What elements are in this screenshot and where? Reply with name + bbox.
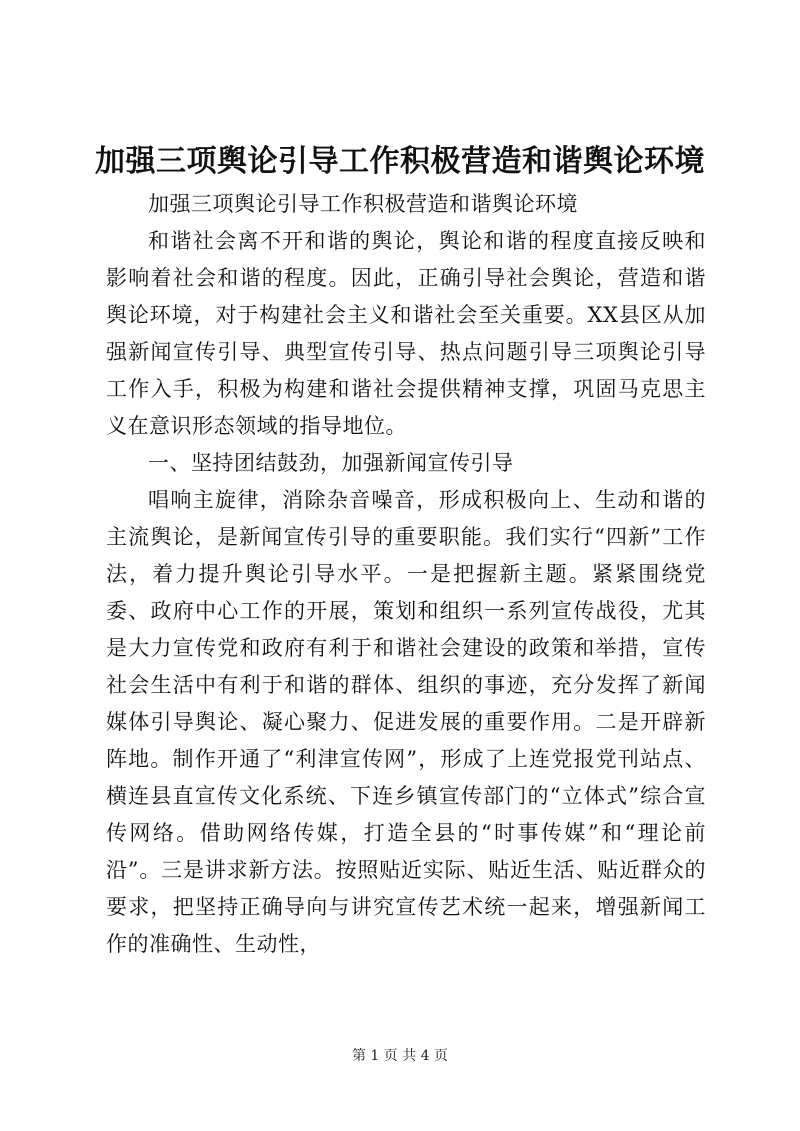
paragraph-section-1: 唱响主旋律，消除杂音噪音，形成积极向上、生动和谐的主流舆论，是新闻宣传引导的重要职能。我们实行“四新”工作法，着力提升舆论引导水平。一是把握新主题。紧紧围绕党委、政府中心工作的开展，策划和组织一系列宣传战役，尤其是大力宣传党和政府有利于和谐社会建设的政策和举措，宣传社会生活中有利于和谐的群体、组织的事迹，充分发挥了新闻媒体引导舆论、凝心聚力、促进发展的重要作用。二是开辟新阵地。制作开通了“利津宣传网”，形成了上连党报党刊站点、横连县直宣传文化系统、下连乡镇宣传部门的“立体式”综合宣传网络。借助网络传媒，打造全县的“时事传媒”和“理论前沿”。三是讲求新方法。按照贴近实际、贴近生活、贴近群众的要求，把坚持正确导向与讲究宣传艺术统一起来，增强新闻工作的准确性、生动性， [106, 488, 706, 956]
paragraph-intro: 和谐社会离不开和谐的舆论，舆论和谐的程度直接反映和影响着社会和谐的程度。因此，正确引导社会舆论，营造和谐舆论环境，对于构建社会主义和谐社会至关重要。XX县区从加强新闻宣传引导、典型宣传引导、热点问题引导三项舆论引导工作入手，积极为构建和谐社会提供精神支撑，巩固马克思主义在意识形态领域的指导地位。 [106, 229, 706, 438]
page-footer: 第 1 页 共 4 页 [351, 1048, 449, 1064]
document-body [106, 186, 706, 963]
section-heading-1: 一、坚持团结鼓劲，加强新闻宣传引导 [148, 451, 514, 475]
document-title: 加强三项舆论引导工作积极营造和谐舆论环境 [95, 144, 705, 179]
document-subtitle: 加强三项舆论引导工作积极营造和谐舆论环境 [148, 192, 578, 216]
